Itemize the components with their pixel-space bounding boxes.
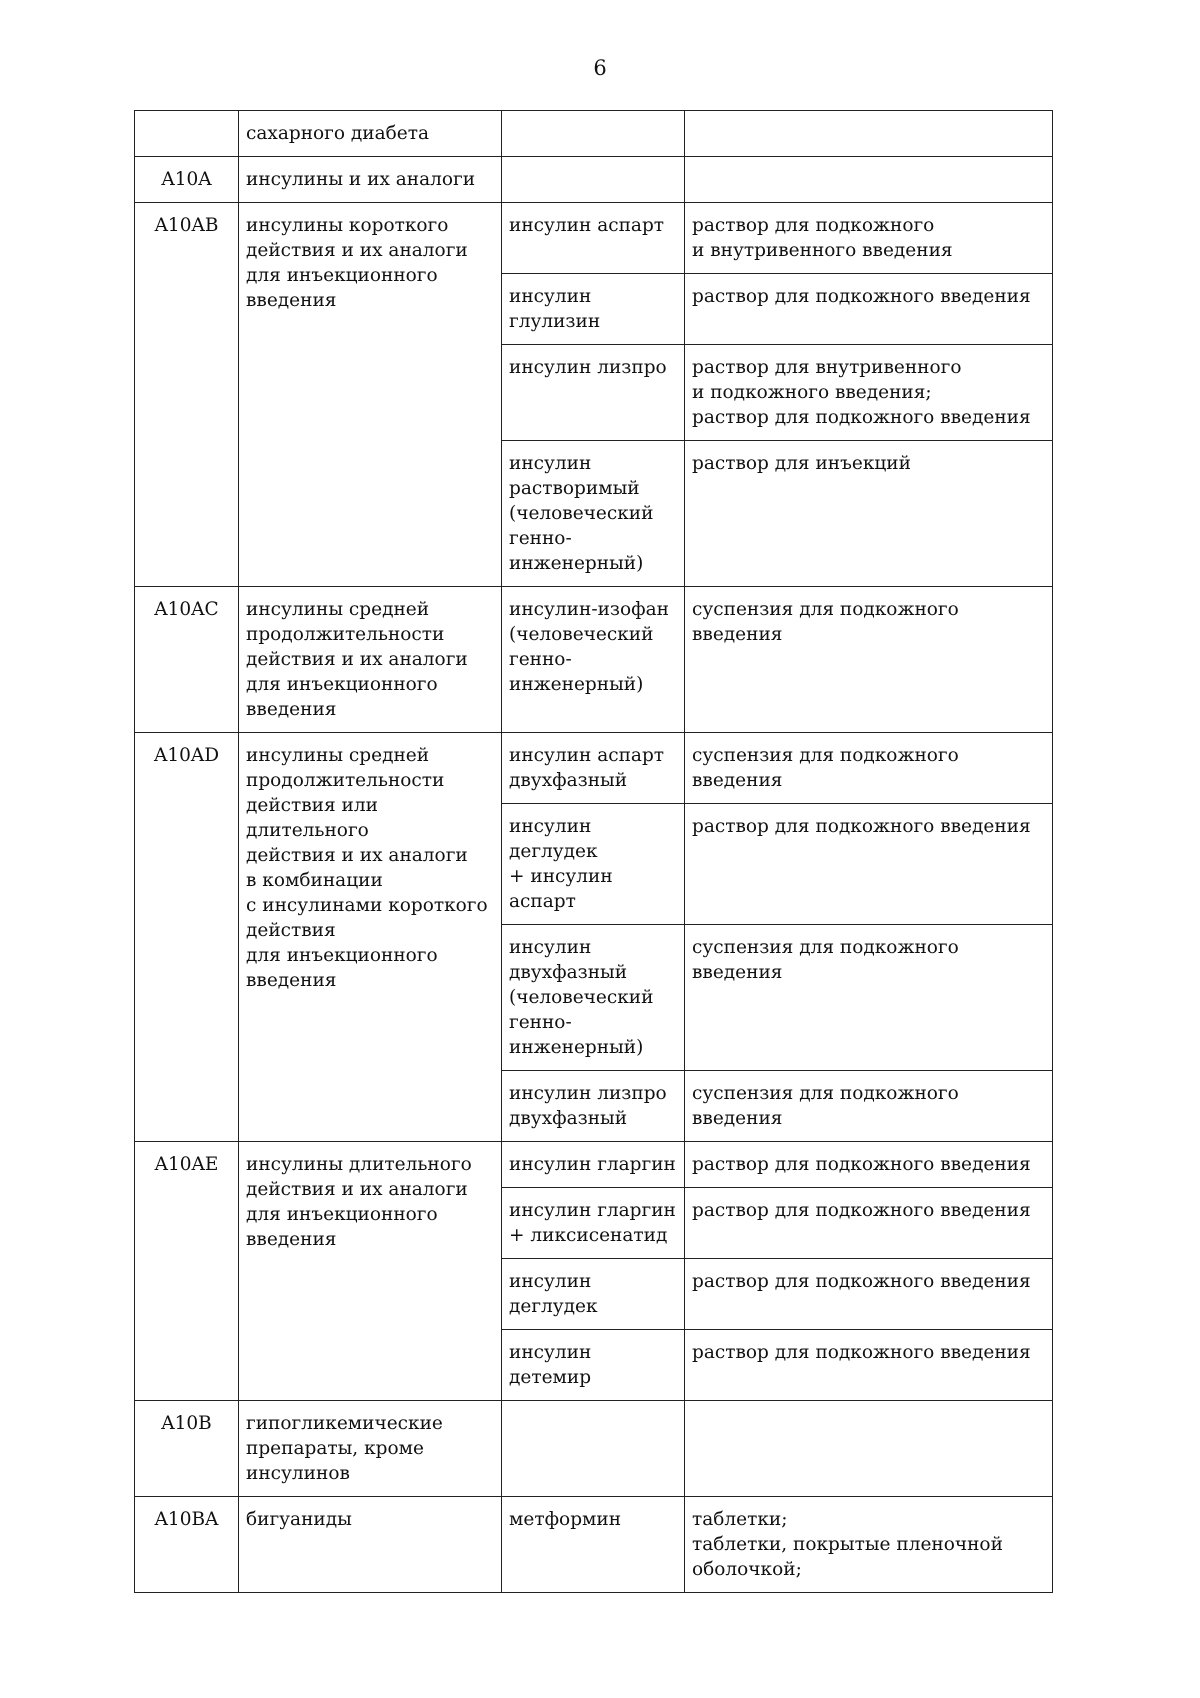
anatomical-group-cell: инсулины средней продолжительности действия и их аналоги для инъекционного введения xyxy=(239,587,502,733)
dosage-form-cell: суспензия для подкожного введения xyxy=(685,1071,1053,1142)
drug-name-cell: инсулин гларгин + ликсисенатид xyxy=(502,1188,685,1259)
anatomical-group-cell: инсулины и их аналоги xyxy=(239,157,502,203)
drug-name-cell: метформин xyxy=(502,1497,685,1593)
drug-name-cell: инсулин растворимый (человеческий генно- инженерный) xyxy=(502,441,685,587)
dosage-form-cell: раствор для подкожного введения xyxy=(685,1188,1053,1259)
dosage-form-cell: раствор для подкожного введения xyxy=(685,1142,1053,1188)
dosage-form-cell: суспензия для подкожного введения xyxy=(685,733,1053,804)
anatomical-group-cell: гипогликемические препараты, кроме инсулинов xyxy=(239,1401,502,1497)
drug-name-cell: инсулин деглудек xyxy=(502,1259,685,1330)
drug-name-cell xyxy=(502,111,685,157)
atc-code-cell: A10AD xyxy=(135,733,239,1142)
table-row xyxy=(135,1497,1053,1593)
dosage-form-cell: суспензия для подкожного введения xyxy=(685,587,1053,733)
dosage-form-cell xyxy=(685,1401,1053,1497)
drug-name-cell: инсулин аспарт двухфазный xyxy=(502,733,685,804)
drug-name-cell: инсулин глулизин xyxy=(502,274,685,345)
dosage-form-cell: раствор для внутривенного и подкожного введения; раствор для подкожного введения xyxy=(685,345,1053,441)
dosage-form-cell: раствор для подкожного введения xyxy=(685,804,1053,925)
dosage-form-cell xyxy=(685,111,1053,157)
anatomical-group-cell: инсулины средней продолжительности действия или длительного действия и их аналоги в комбинации с инсулинами короткого действия для инъекционного введения xyxy=(239,733,502,1142)
drug-name-cell: инсулин гларгин xyxy=(502,1142,685,1188)
dosage-form-cell: раствор для подкожного введения xyxy=(685,274,1053,345)
dosage-form-cell: таблетки; таблетки, покрытые пленочной оболочкой; xyxy=(685,1497,1053,1593)
drug-name-cell: инсулин детемир xyxy=(502,1330,685,1401)
atc-code-cell: A10AE xyxy=(135,1142,239,1401)
table-row xyxy=(135,733,1053,804)
table-row xyxy=(135,203,1053,274)
atc-code-cell: A10AB xyxy=(135,203,239,587)
table-row xyxy=(135,111,1053,157)
dosage-form-cell: суспензия для подкожного введения xyxy=(685,925,1053,1071)
drug-name-cell: инсулин-изофан (человеческий генно- инженерный) xyxy=(502,587,685,733)
atc-code-cell: A10BA xyxy=(135,1497,239,1593)
dosage-form-cell xyxy=(685,157,1053,203)
drug-classification-table xyxy=(134,110,1053,1593)
table-row xyxy=(135,1142,1053,1188)
table-row xyxy=(135,1401,1053,1497)
drug-name-cell: инсулин аспарт xyxy=(502,203,685,274)
anatomical-group-cell: сахарного диабета xyxy=(239,111,502,157)
drug-name-cell xyxy=(502,157,685,203)
atc-code-cell: A10A xyxy=(135,157,239,203)
atc-code-cell: A10B xyxy=(135,1401,239,1497)
drug-name-cell: инсулин лизпро xyxy=(502,345,685,441)
anatomical-group-cell: инсулины длительного действия и их аналоги для инъекционного введения xyxy=(239,1142,502,1401)
anatomical-group-cell: инсулины короткого действия и их аналоги для инъекционного введения xyxy=(239,203,502,587)
atc-code-cell xyxy=(135,111,239,157)
atc-code-cell: A10AC xyxy=(135,587,239,733)
drug-name-cell: инсулин лизпро двухфазный xyxy=(502,1071,685,1142)
table-row xyxy=(135,587,1053,733)
dosage-form-cell: раствор для подкожного введения xyxy=(685,1330,1053,1401)
drug-name-cell xyxy=(502,1401,685,1497)
table-row xyxy=(135,157,1053,203)
dosage-form-cell: раствор для подкожного и внутривенного введения xyxy=(685,203,1053,274)
drug-name-cell: инсулин двухфазный (человеческий генно- инженерный) xyxy=(502,925,685,1071)
dosage-form-cell: раствор для подкожного введения xyxy=(685,1259,1053,1330)
drug-name-cell: инсулин деглудек + инсулин аспарт xyxy=(502,804,685,925)
table-body xyxy=(135,111,1053,1593)
page-number: 6 xyxy=(593,56,607,80)
dosage-form-cell: раствор для инъекций xyxy=(685,441,1053,587)
anatomical-group-cell: бигуаниды xyxy=(239,1497,502,1593)
